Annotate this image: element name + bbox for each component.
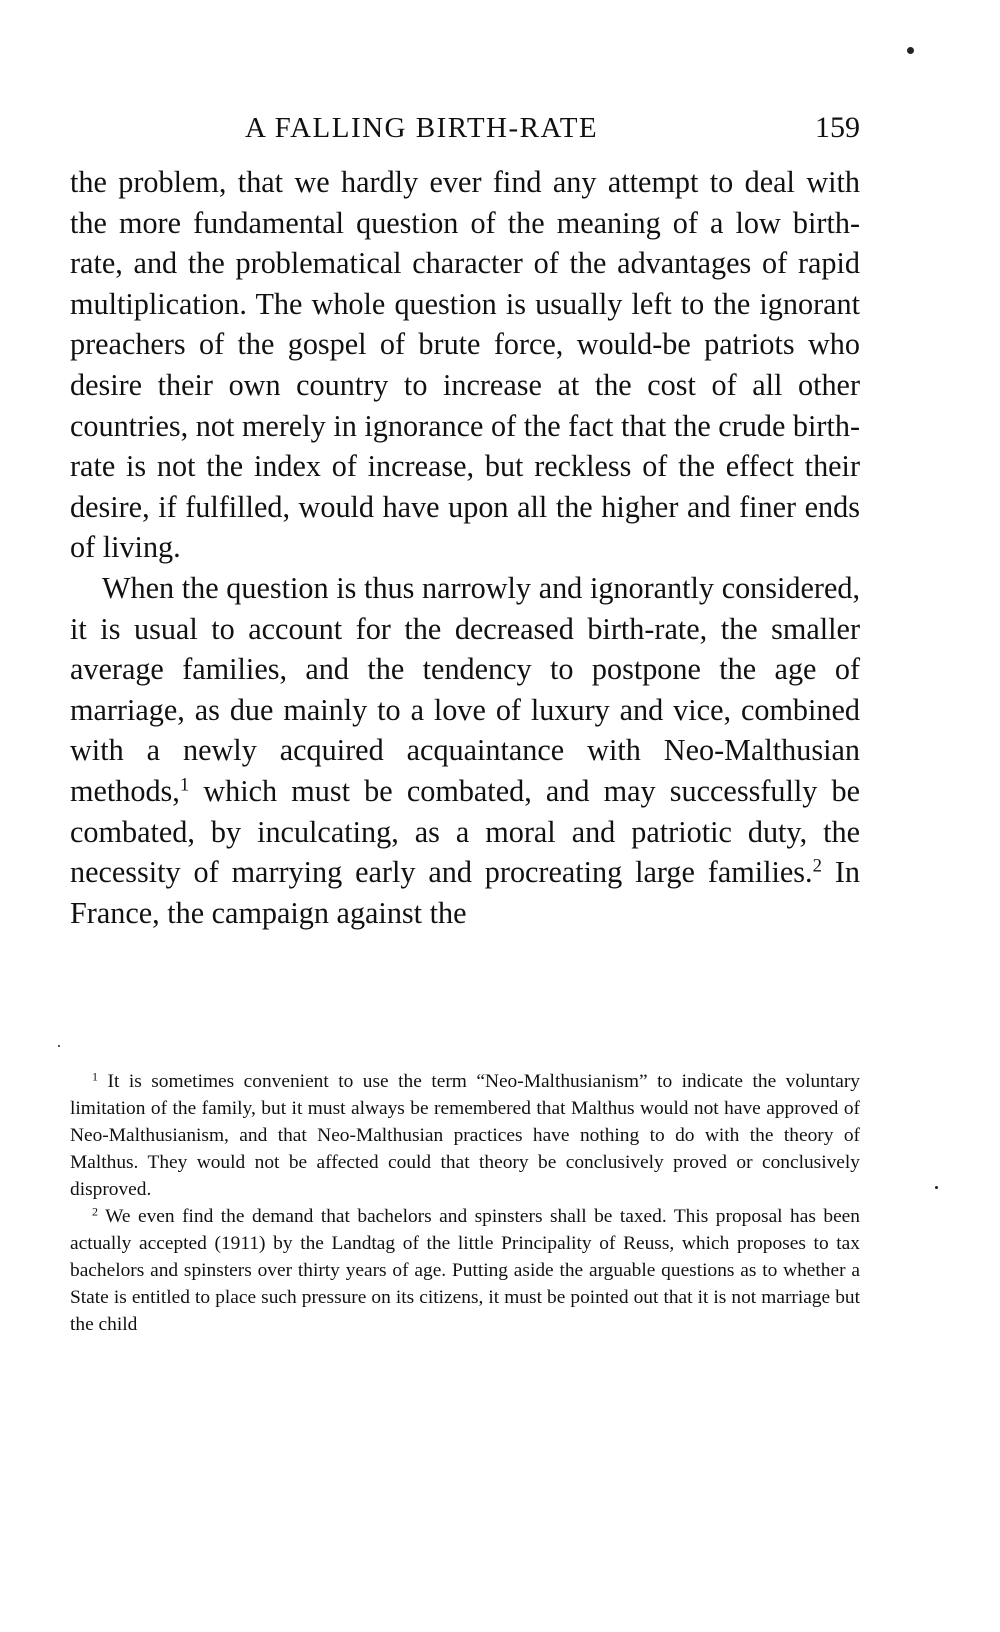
footnote-mark: 1: [92, 1069, 99, 1084]
footnote-mark: 2: [92, 1204, 99, 1219]
footnote-text: It is sometimes convenient to use the term “Neo-Malthusianism” to indicate the voluntary limitation of the family, but it must always be remembered that Malthus would not have approved of Neo-Malthusianism, and that Neo-Malthusian practices have nothing to do with the theory of Malthus. They would not be affected could that theory be conclusively proved or conclusively disproved.: [70, 1071, 860, 1200]
page-number: 159: [815, 111, 860, 144]
footnote-reference-1: 1: [179, 774, 190, 796]
footnote-2: [70, 1203, 860, 1338]
scan-speck: [58, 1045, 60, 1047]
footnote-1: [70, 1068, 860, 1203]
footnote-reference-2: 2: [812, 855, 822, 877]
paragraph-continued: the problem, that we hardly ever find any attempt to deal with the more fundamental question of the meaning of a low birth-rate, and the problematical character of the advantages of rapid multiplication. The whole question is usually left to the ignorant preachers of the gospel of brute force, would-be patriots who desire their own country to increase at the cost of all other countries, not merely in ignorance of the fact that the crude birth-rate is not the index of increase, but reckless of the effect their desire, if fulfilled, would have upon all the higher and finer ends of living.: [70, 165, 860, 565]
footnote-text: We even find the demand that bachelors and spinsters shall be taxed. This proposal has been actually accepted (1911) by the Landtag of the little Principality of Reuss, which proposes to tax bachelors and spinsters over thirty years of age. Putting aside the arguable questions as to whether a State is entitled to place such pressure on its citizens, it must be pointed out that it is not marriage but the child: [70, 1206, 860, 1335]
scan-speck: [935, 1186, 938, 1189]
running-title: A FALLING BIRTH-RATE: [245, 112, 599, 144]
paragraph-birth-rate: [70, 568, 860, 933]
scan-speck: [907, 47, 914, 54]
running-head: [70, 108, 860, 148]
body-text: [70, 162, 860, 933]
paragraph-text: In France, the campaign against the: [70, 855, 860, 930]
paragraph-text: When the question is thus narrowly and ignorantly considered, it is usual to account for the decreased birth-rate, the smaller average families, and the tendency to postpone the age of marriage, as due mainly to a love of luxury and vice, combined with a newly acquired acquaintance with Neo-Malthusian methods,: [70, 570, 860, 808]
paragraph-text: which must be combated, and may successfully be combated, by inculcating, as a moral and patriotic duty, the necessity of marrying early and procreating large families.: [70, 773, 860, 890]
footnotes: [70, 1068, 860, 1338]
